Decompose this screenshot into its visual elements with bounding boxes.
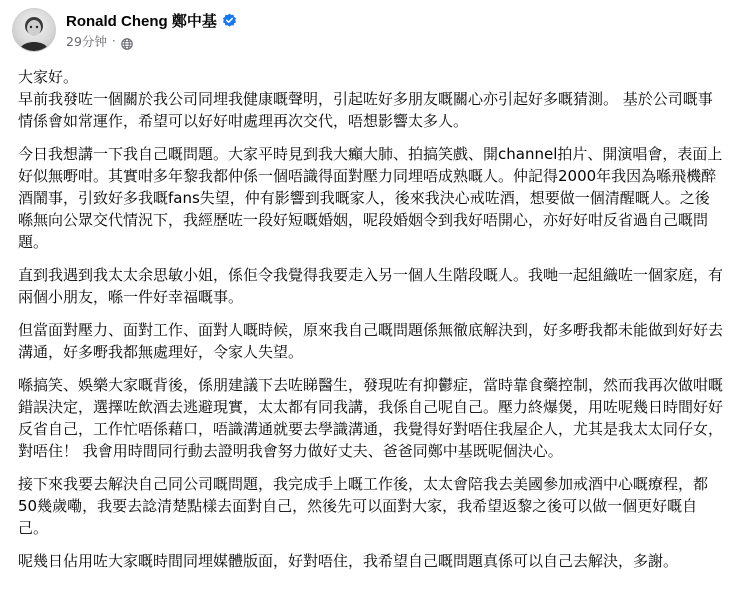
avatar-portrait (13, 9, 55, 51)
post-paragraph: 大家好。 早前我發咗一個關於我公司同埋我健康嘅聲明，引起咗好多朋友嘅關心亦引起好多嘅猜測。 基於公司嘅事情係會如常運作，希望可以好好咁處理再次交代，唔想影響太多人。 (18, 68, 713, 130)
post-timestamp[interactable]: 29分钟 (66, 34, 107, 49)
post-paragraph: 直到我遇到我太太余思敏小姐，係佢令我覺得我要走入另一個人生階段嘅人。我哋一起組織咗一個家庭，有兩個小朋友，喺一件好幸福嘅事。 (18, 266, 724, 306)
post-body (18, 66, 724, 583)
post-paragraph: 喺搞笑、娛樂大家嘅背後，係朋建議下去咗睇醫生，發現咗有抑鬱症，當時靠食藥控制，然而我再次做咁嘅錯誤決定，選擇咗飲酒去逃避現實，太太都有同我講，我係自己呢自己。壓力終爆煲，用咗呢幾日時間好好反省自己，工作忙唔係藉口，唔識溝通就要去學識溝通，我覺得好對唔住我屋企人，尤其是我太太同仔女，對唔住！ 我會用時間同行動去證明我會努力做好丈夫、爸爸同鄭中基既呢個決心。 (18, 376, 724, 460)
post-paragraph: 今日我想講一下我自己嘅問題。大家平時見到我大癲大肺、拍搞笑戲、開channel拍片、開演唱會，表面上好似無嘢咁。其實咁多年黎我都仲係一個唔識得面對壓力同埋唔成熟嘅人。仲記得2000年我因為喺飛機醉酒鬧事，引致好多我嘅fans失望，仲有影響到我嘅家人，後來我決心戒咗酒，想要做一個清醒嘅人。之後喺無向公眾交代情況下，我經歷咗一段好短嘅婚姻，呢段婚姻令到我好唔開心，亦好好咁反省過自己嘅問題。 (18, 145, 723, 251)
author-row (66, 10, 237, 30)
globe-icon[interactable] (121, 35, 133, 47)
post-paragraph: 呢幾日佔用咗大家嘅時間同埋媒體版面，好對唔住，我希望自己嘅問題真係可以自己去解決，多謝。 (18, 552, 679, 570)
post-header (12, 8, 237, 52)
timestamp-row (66, 32, 237, 50)
verified-badge-icon (222, 13, 237, 28)
post-paragraph: 接下來我要去解決自己同公司嘅問題，我完成手上嘅工作後，太太會陪我去美國參加戒酒中心嘅療程，都50幾歲嘞，我要去諗清楚點樣去面對自己，然後先可以面對大家，我希望返黎之後可以做一個更好嘅自己。 (18, 475, 709, 537)
post-paragraph: 但當面對壓力、面對工作、面對人嘅時候，原來我自己嘅問題係無徹底解決到，好多嘢我都未能做到好好去溝通，好多嘢我都無處理好，令家人失望。 (18, 321, 724, 361)
post-meta (66, 10, 237, 50)
author-name[interactable]: Ronald Cheng 鄭中基 (66, 12, 217, 30)
avatar[interactable] (12, 8, 56, 52)
separator-dot: · (111, 34, 116, 48)
